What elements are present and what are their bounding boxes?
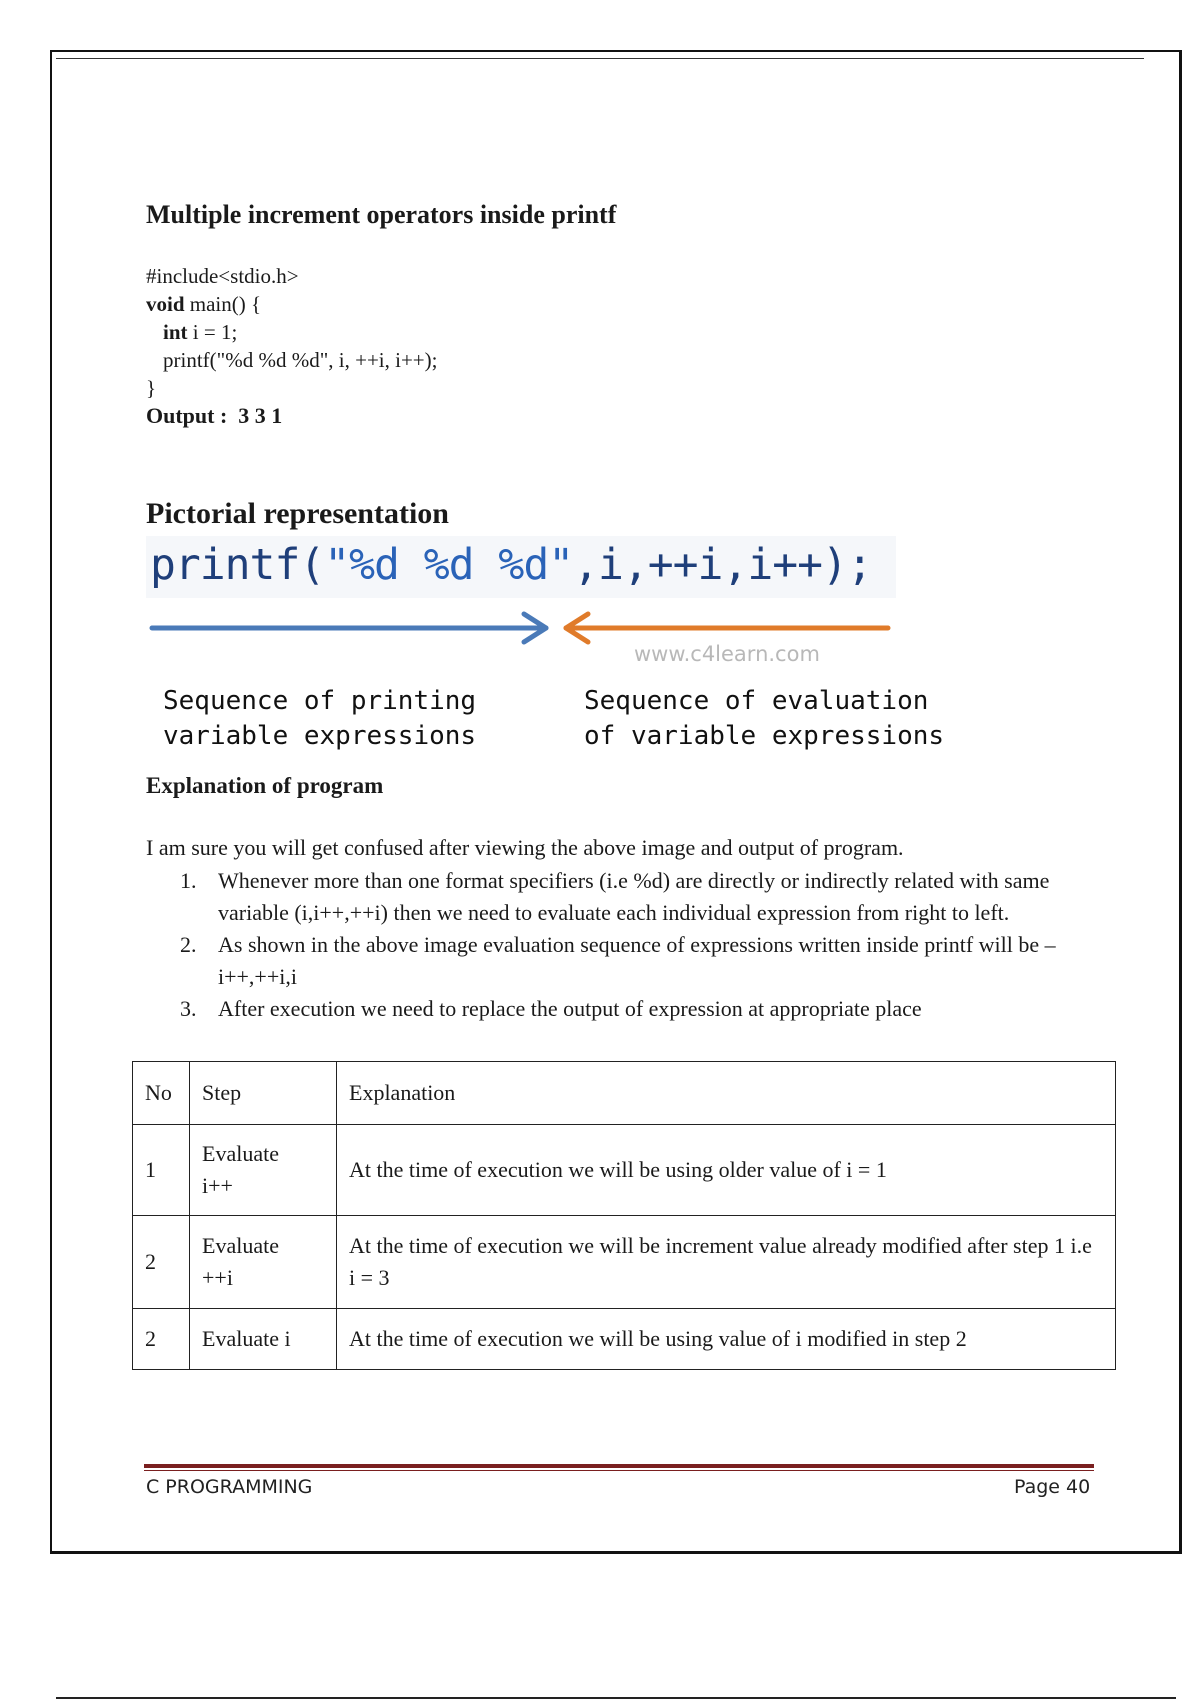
code-include: #include<stdio.h>	[146, 264, 299, 288]
cell-no: 2	[133, 1216, 190, 1309]
cell-step-line-2: i++	[202, 1173, 233, 1198]
watermark-text: www.c4learn.com	[634, 642, 820, 666]
code-printf-line: printf("%d %d %d", i, ++i, i++);	[163, 348, 438, 372]
list-item-text: After execution we need to replace the output of expression at appropriate place	[218, 996, 922, 1021]
cell-step-line-1: Evaluate	[202, 1141, 279, 1166]
header-explanation: Explanation	[337, 1062, 1116, 1125]
header-no: No	[133, 1062, 190, 1125]
code-void-keyword: void	[146, 292, 185, 316]
list-item-text: As shown in the above image evaluation sequence of expressions written inside printf will be – i++,++i,i	[218, 932, 1056, 989]
code-main-rest: main() {	[184, 292, 262, 316]
cell-explanation: At the time of execution we will be using value of i modified in step 2	[337, 1309, 1116, 1370]
pictorial-code	[150, 540, 872, 590]
output-value: 3 3 1	[238, 403, 283, 428]
cell-step-line-1: Evaluate i	[202, 1326, 291, 1351]
list-item-number: 1.	[180, 868, 197, 893]
list-item-number: 2.	[180, 932, 197, 957]
pictorial-code-func: printf(	[150, 540, 325, 590]
section-title: Multiple increment operators inside printf	[146, 200, 617, 229]
table-header-row	[133, 1062, 1116, 1125]
cell-no: 2	[133, 1309, 190, 1370]
cell-step	[190, 1125, 337, 1216]
header-rule	[56, 58, 1144, 59]
left-caption	[163, 684, 476, 754]
steps-table	[132, 1061, 1116, 1370]
explanation-list	[180, 865, 1080, 1025]
explanation-intro: I am sure you will get confused after viewing the above image and output of program.	[146, 835, 904, 860]
code-close-brace: }	[146, 376, 157, 400]
cell-no: 1	[133, 1125, 190, 1216]
list-item-text: Whenever more than one format specifiers (i.e %d) are directly or indirectly related with same variable (i,i++,++i) then we need to evaluate each individual expression from right to left.	[218, 868, 1050, 925]
footer-title: C PROGRAMMING	[146, 1476, 313, 1498]
header-step: Step	[190, 1062, 337, 1125]
left-arrow-icon	[152, 614, 546, 642]
list-item	[180, 993, 1080, 1025]
code-listing	[146, 262, 437, 430]
code-output-line	[146, 402, 437, 430]
table-row	[133, 1216, 1116, 1309]
explanation-heading: Explanation of program	[146, 773, 384, 798]
footer-rule	[144, 1464, 1094, 1468]
pictorial-heading: Pictorial representation	[146, 497, 449, 530]
pictorial-code-args: ,i,++i,i++);	[573, 540, 872, 590]
right-arrow-icon	[566, 614, 888, 642]
cell-explanation: At the time of execution we will be using older value of i = 1	[337, 1125, 1116, 1216]
code-int-rest: i = 1;	[187, 320, 238, 344]
footer-rule-thin	[144, 1470, 1094, 1471]
code-int-line	[146, 318, 437, 346]
right-caption-line-1: Sequence of evaluation	[584, 686, 929, 716]
cell-step-line-2: ++i	[202, 1265, 233, 1290]
left-caption-line-1: Sequence of printing	[163, 686, 477, 716]
table-row	[133, 1309, 1116, 1370]
list-item	[180, 865, 1080, 929]
pictorial-code-format: "%d %d %d"	[324, 540, 574, 590]
right-caption-line-2: of variable expressions	[584, 721, 945, 751]
code-int-keyword: int	[163, 320, 188, 344]
page-bottom-rule	[56, 1697, 1176, 1699]
cell-step	[190, 1309, 337, 1370]
list-item-number: 3.	[180, 996, 197, 1021]
left-caption-line-2: variable expressions	[163, 721, 477, 751]
cell-explanation: At the time of execution we will be increment value already modified after step 1 i.e i = 3	[337, 1216, 1116, 1309]
right-caption	[584, 684, 944, 754]
cell-step	[190, 1216, 337, 1309]
table-row	[133, 1125, 1116, 1216]
list-item	[180, 929, 1080, 993]
output-label: Output :	[146, 403, 228, 428]
cell-step-line-1: Evaluate	[202, 1233, 279, 1258]
page-number: Page 40	[1014, 1476, 1091, 1498]
code-main-line	[146, 290, 437, 318]
